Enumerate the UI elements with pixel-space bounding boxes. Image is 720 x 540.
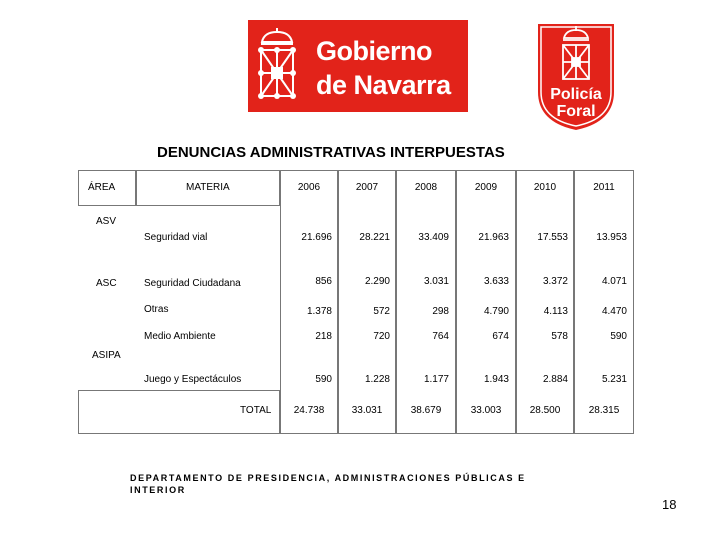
total-cell: 28.500 [529,405,561,416]
policia-logo-line1: Policía [550,86,602,103]
table-cell: 21.963 [478,232,509,243]
table-cell: 17.553 [537,232,568,243]
table-cell: 2.884 [542,374,568,385]
table-cell: 28.221 [359,232,390,243]
total-cell: 24.738 [293,405,325,416]
policia-foral-logo [536,22,616,132]
gobierno-logo-line1: Gobierno [316,36,432,66]
table-cell: 764 [432,331,449,342]
navarra-crest-icon [254,26,300,106]
header-materia: MATERIA [186,182,230,193]
gobierno-de-navarra-logo [248,20,468,112]
row-materia: Medio Ambiente [144,331,216,342]
year-2009-column [456,170,516,434]
table-cell: 1.943 [483,374,509,385]
table-cell: 21.696 [301,232,332,243]
table-cell: 674 [492,331,509,342]
header-year: 2010 [533,182,557,193]
total-cell: 38.679 [410,405,442,416]
year-2008-column [396,170,456,434]
table-cell: 572 [373,306,390,317]
table-cell: 590 [315,374,332,385]
table-cell: 4.790 [483,306,509,317]
area-label-asc: ASC [96,278,117,289]
table-cell: 4.071 [601,276,627,287]
header-year: 2009 [474,182,498,193]
table-cell: 1.177 [423,374,449,385]
footer-department: DEPARTAMENTO DE PRESIDENCIA, ADMINISTRACIONES PÚBLICAS E INTERIOR [130,473,526,495]
header-year: 2007 [355,182,379,193]
row-materia: Otras [144,304,169,315]
header-year: 2011 [593,182,615,193]
header-area: ÁREA [88,182,116,193]
policia-crest-icon [556,26,596,84]
table-cell: 3.633 [483,276,509,287]
year-2011-column [574,170,634,434]
table-cell: 856 [315,276,332,287]
area-label-asipa: ASIPA [92,350,121,361]
total-cell: 28.315 [588,405,620,416]
year-2010-column [516,170,574,434]
policia-logo-line2: Foral [556,103,596,120]
page-number: 18 [662,497,677,512]
header-year: 2006 [297,182,321,193]
total-cell: 33.031 [351,405,383,416]
row-materia: Juego y Espectáculos [144,374,242,385]
table-cell: 4.113 [543,306,568,317]
year-2007-column [338,170,396,434]
page-title: DENUNCIAS ADMINISTRATIVAS INTERPUESTAS [157,144,505,161]
gobierno-logo-line2: de Navarra [316,70,451,100]
row-materia: Seguridad Ciudadana [144,278,241,289]
table-cell: 578 [551,331,568,342]
table-cell: 298 [432,306,449,317]
table-cell: 4.470 [601,306,627,317]
table-cell: 3.031 [423,276,449,287]
table-cell: 1.228 [364,374,390,385]
header-year: 2008 [414,182,438,193]
table-cell: 720 [373,331,390,342]
table-cell: 33.409 [418,232,449,243]
table-cell: 3.372 [542,276,568,287]
table-cell: 1.378 [306,306,332,317]
table-cell: 590 [610,331,627,342]
row-materia: Seguridad vial [144,232,208,243]
table-cell: 218 [315,331,332,342]
total-cell: 33.003 [470,405,502,416]
area-label-asv: ASV [96,216,117,227]
year-2006-column [280,170,338,434]
table-cell: 2.290 [364,276,390,287]
total-label: TOTAL [240,405,272,416]
table-cell: 5.231 [601,374,627,385]
table-cell: 13.953 [596,232,627,243]
